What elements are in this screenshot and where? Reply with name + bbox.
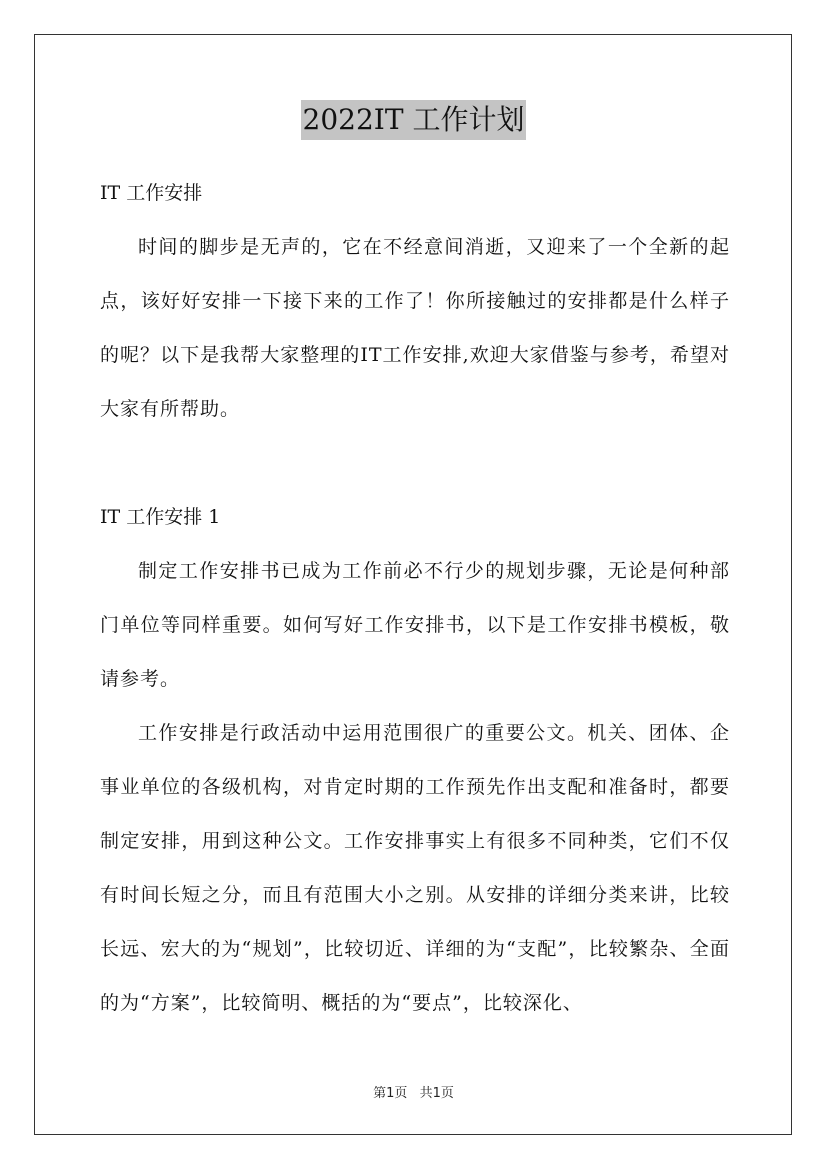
page-footer [0, 1082, 827, 1101]
section-heading: IT 工作安排 [100, 182, 203, 204]
title-container [0, 100, 827, 140]
section-heading: IT 工作安排 1 [100, 506, 221, 528]
page-total: 共1页 [419, 1086, 454, 1101]
paragraph: 时间的脚步是无声的，它在不经意间消逝，又迎来了一个全新的起点，该好好安排一下接下来的工作了！你所接触过的安排都是什么样子的呢？以下是我帮大家整理的IT工作安排,欢迎大家借鉴与参考，希望对大家有所帮助。 [100, 236, 730, 420]
document-title: 2022IT 工作计划 [301, 100, 527, 140]
paragraph: 工作安排是行政活动中运用范围很广的重要公文。机关、团体、企事业单位的各级机构，对肯定时期的工作预先作出支配和准备时，都要制定安排，用到这种公文。工作安排事实上有很多不同种类，它们不仅有时间长短之分，而且有范围大小之别。从安排的详细分类来讲，比较长远、宏大的为“规划”，比较切近、详细的为“支配”，比较繁杂、全面的为“方案”，比较简明、概括的为“要点”，比较深化、 [100, 722, 730, 1014]
document-body [100, 166, 730, 1030]
paragraph: 制定工作安排书已成为工作前必不行少的规划步骤，无论是何种部门单位等同样重要。如何写好工作安排书，以下是工作安排书模板，敬请参考。 [100, 560, 730, 690]
blank-line [100, 436, 730, 490]
page-number: 第1页 [373, 1086, 408, 1101]
